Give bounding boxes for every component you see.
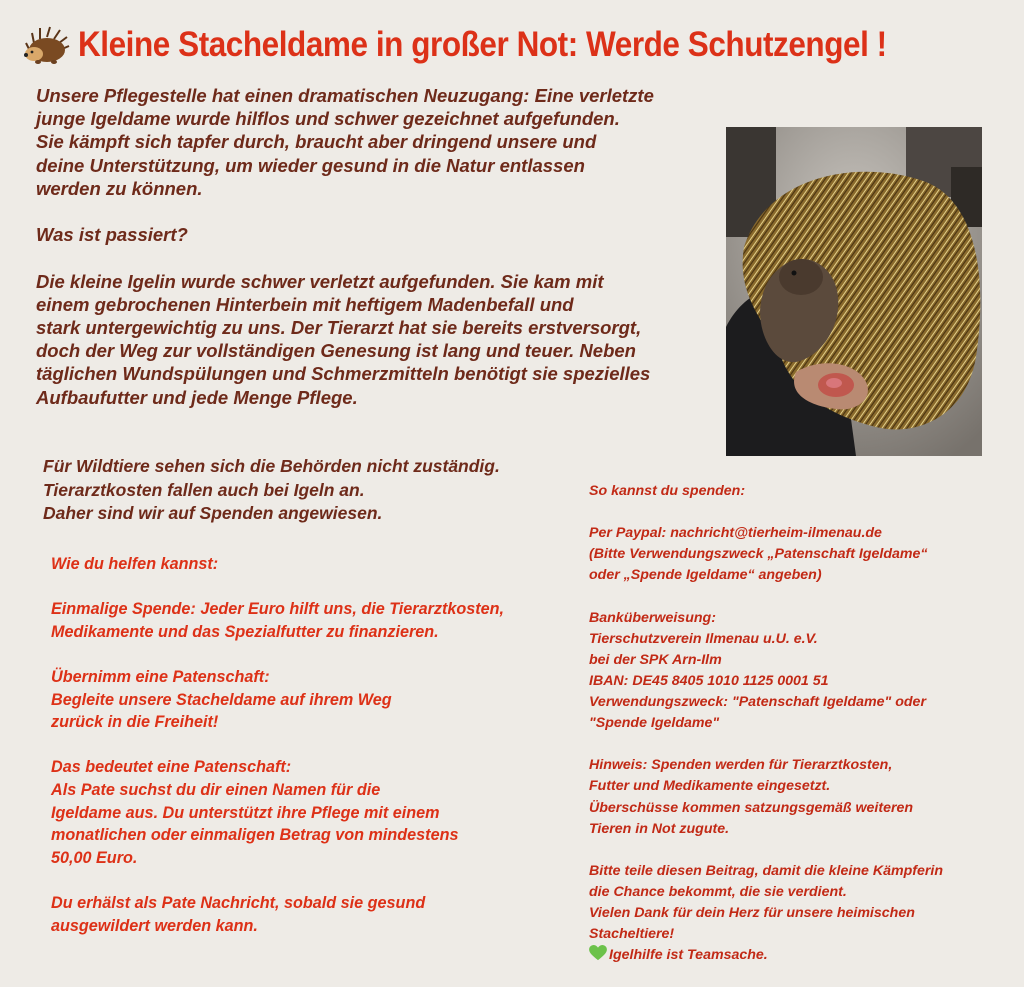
- how-to-help-section: Wie du helfen kannst: Einmalige Spende: Jeder Euro hilft uns, die Tierarztkosten, Medikamente und das Spezialfutter zu finanzieren. Übernimm eine Patenschaft: Begleite unsere Stacheldame auf ihrem Weg zurück in die Freiheit! Das bedeutet eine Patenschaft: Als Pate suchst du dir einen Namen für die Igeldame aus. Du unterstützt ihre Pflege mit einem monatlichen oder einmaligen Betrag von mindestens 50,00 Euro. Du erhälst als Pate Nachricht, sobald sie gesund ausgewildert werden kann.: [51, 555, 505, 935]
- hedgehog-photo: [726, 127, 982, 456]
- closing-text: Igelhilfe ist Teamsache.: [609, 947, 768, 964]
- intro-paragraph: Unsere Pflegestelle hat einen dramatischen Neuzugang: Eine verletzte junge Igeldame wurde hilflos und schwer gezeichnet aufgefunden. Sie kämpft sich tapfer durch, braucht aber dringend unsere und deine Unterstützung, um wieder gesund in die Natur entlassen werden zu können. Was ist passiert? Die kleine Igelin wurde schwer verletzt aufgefunden. Sie kam mit einem gebrochenen Hinterbein mit heftigem Madenbefall und stark untergewichtig zu uns. Der Tierarzt hat sie bereits erstversorgt, doch der Weg zur vollständigen Genesung ist lang und teuer. Neben täglichen Wundspülungen und Schmerzmitteln benötigt sie spezielles Aufbaufutter und jede Menge Pflege.: [36, 85, 654, 408]
- donation-info-section: [589, 460, 1019, 987]
- authorities-paragraph: Für Wildtiere sehen sich die Behörden nicht zuständig. Tierarztkosten fallen auch bei Igeln an. Daher sind wir auf Spenden angewiesen.: [43, 456, 500, 523]
- closing-line: [589, 945, 1019, 966]
- header: [22, 20, 977, 70]
- donation-details: So kannst du spenden: Per Paypal: nachricht@tierheim-ilmenau.de (Bitte Verwendungszweck „Patenschaft Igeldame“ oder „Spende Igeldame“ angeben) Banküberweisung: Tierschutzverein Ilmenau u.U. e.V. bei der SPK Arn-Ilm IBAN: DE45 8405 1010 1125 0001 51 Verwendungszweck: "Patenschaft Igeldame" oder "Spende Igeldame" Hinweis: Spenden werden für Tierarztkosten, Futter und Medikamente eingesetzt. Überschüsse kommen satzungsgemäß weiteren Tieren in Not zugute. Bitte teile diesen Beitrag, damit die kleine Kämpferin die Chance bekommt, die sie verdient. Vielen Dank für dein Herz für unsere heimischen Stacheltiere!: [589, 483, 943, 943]
- page-title: Kleine Stacheldame in großer Not: Werde Schutzengel !: [78, 25, 887, 64]
- hedgehog-icon: [22, 25, 70, 65]
- hedgehog-photo-image: [726, 127, 982, 456]
- green-heart-icon: [589, 945, 607, 961]
